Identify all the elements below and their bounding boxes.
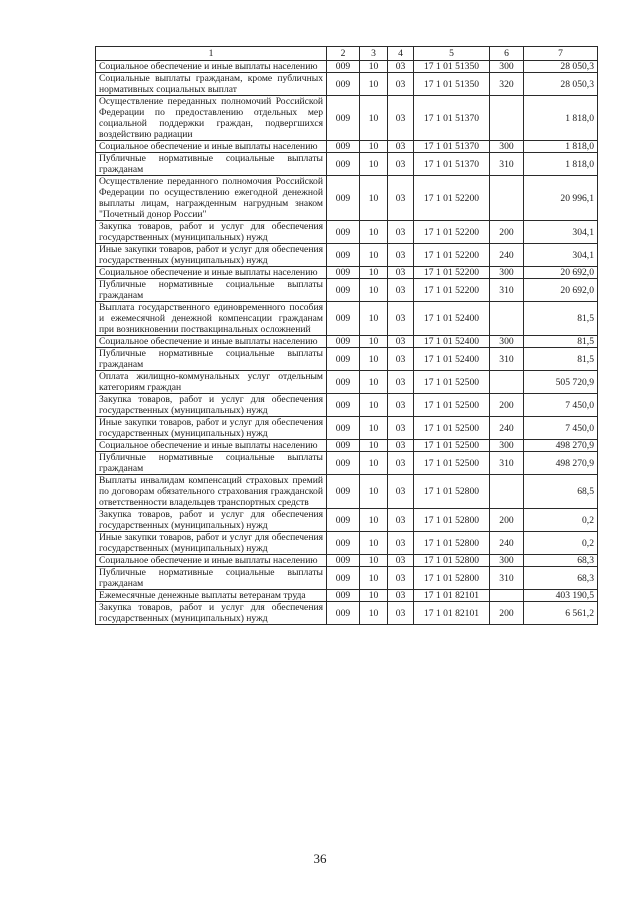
amount-cell: 498 270,9: [524, 452, 598, 475]
expense-type-cell: 310: [490, 452, 524, 475]
amount-cell: 28 050,3: [524, 61, 598, 73]
row-name-cell: Публичные нормативные социальные выплаты гражданам: [96, 279, 327, 302]
amount-cell: 304,1: [524, 221, 598, 244]
expense-type-cell: 300: [490, 61, 524, 73]
ministry-code-cell: 009: [327, 302, 360, 336]
table-row: [96, 348, 598, 371]
section-code-cell: 10: [360, 279, 388, 302]
row-name-cell: Иные закупки товаров, работ и услуг для обеспечения государственных (муниципальных) нужд: [96, 532, 327, 555]
table-row: [96, 532, 598, 555]
ministry-code-cell: 009: [327, 602, 360, 625]
table-row: [96, 567, 598, 590]
row-name-cell: Публичные нормативные социальные выплаты гражданам: [96, 348, 327, 371]
subsection-code-cell: 03: [388, 96, 414, 141]
amount-cell: 28 050,3: [524, 73, 598, 96]
row-name-cell: Иные закупки товаров, работ и услуг для обеспечения государственных (муниципальных) нужд: [96, 244, 327, 267]
table-row: [96, 302, 598, 336]
amount-cell: 68,3: [524, 555, 598, 567]
row-name-cell: Ежемесячные денежные выплаты ветеранам труда: [96, 590, 327, 602]
amount-cell: 81,5: [524, 348, 598, 371]
table-row: [96, 440, 598, 452]
amount-cell: 81,5: [524, 336, 598, 348]
expense-type-cell: 300: [490, 141, 524, 153]
expense-type-cell: 240: [490, 532, 524, 555]
row-name-cell: Социальное обеспечение и иные выплаты населению: [96, 440, 327, 452]
section-code-cell: 10: [360, 555, 388, 567]
row-name-cell: Социальное обеспечение и иные выплаты населению: [96, 555, 327, 567]
target-article-cell: 17 1 01 52200: [414, 221, 490, 244]
section-code-cell: 10: [360, 417, 388, 440]
subsection-code-cell: 03: [388, 590, 414, 602]
subsection-code-cell: 03: [388, 336, 414, 348]
column-header-name: 1: [96, 47, 327, 61]
table-row: [96, 509, 598, 532]
table-row: [96, 96, 598, 141]
ministry-code-cell: 009: [327, 440, 360, 452]
target-article-cell: 17 1 01 52500: [414, 417, 490, 440]
amount-cell: 0,2: [524, 532, 598, 555]
table-row: [96, 244, 598, 267]
section-code-cell: 10: [360, 394, 388, 417]
row-name-cell: Публичные нормативные социальные выплаты гражданам: [96, 153, 327, 176]
amount-cell: 403 190,5: [524, 590, 598, 602]
table-row: [96, 336, 598, 348]
target-article-cell: 17 1 01 51370: [414, 153, 490, 176]
section-code-cell: 10: [360, 96, 388, 141]
section-code-cell: 10: [360, 302, 388, 336]
section-code-cell: 10: [360, 141, 388, 153]
target-article-cell: 17 1 01 52200: [414, 267, 490, 279]
target-article-cell: 17 1 01 52500: [414, 440, 490, 452]
subsection-code-cell: 03: [388, 302, 414, 336]
amount-cell: 81,5: [524, 302, 598, 336]
row-name-cell: Публичные нормативные социальные выплаты гражданам: [96, 567, 327, 590]
table-row: [96, 555, 598, 567]
amount-cell: 68,3: [524, 567, 598, 590]
section-code-cell: 10: [360, 153, 388, 176]
section-code-cell: 10: [360, 221, 388, 244]
amount-cell: 20 692,0: [524, 279, 598, 302]
table-row: [96, 141, 598, 153]
target-article-cell: 17 1 01 52800: [414, 532, 490, 555]
ministry-code-cell: 009: [327, 336, 360, 348]
table-row: [96, 590, 598, 602]
ministry-code-cell: 009: [327, 96, 360, 141]
table-row: [96, 417, 598, 440]
table-row: [96, 153, 598, 176]
row-name-cell: Публичные нормативные социальные выплаты гражданам: [96, 452, 327, 475]
row-name-cell: Социальные выплаты гражданам, кроме публичных нормативных социальных выплат: [96, 73, 327, 96]
target-article-cell: 17 1 01 52800: [414, 475, 490, 509]
subsection-code-cell: 03: [388, 417, 414, 440]
ministry-code-cell: 009: [327, 532, 360, 555]
table-row: [96, 279, 598, 302]
subsection-code-cell: 03: [388, 371, 414, 394]
row-name-cell: Иные закупки товаров, работ и услуг для обеспечения государственных (муниципальных) нужд: [96, 417, 327, 440]
subsection-code-cell: 03: [388, 394, 414, 417]
table-row: [96, 602, 598, 625]
amount-cell: 6 561,2: [524, 602, 598, 625]
ministry-code-cell: 009: [327, 176, 360, 221]
row-name-cell: Закупка товаров, работ и услуг для обеспечения государственных (муниципальных) нужд: [96, 394, 327, 417]
target-article-cell: 17 1 01 51350: [414, 73, 490, 96]
table-row: [96, 475, 598, 509]
column-header-amount: 7: [524, 47, 598, 61]
ministry-code-cell: 009: [327, 452, 360, 475]
row-name-cell: Выплаты инвалидам компенсаций страховых премий по договорам обязательного страхования гражданской ответственности владельцев транспортных средств: [96, 475, 327, 509]
target-article-cell: 17 1 01 82101: [414, 602, 490, 625]
table-row: [96, 267, 598, 279]
subsection-code-cell: 03: [388, 475, 414, 509]
amount-cell: 1 818,0: [524, 153, 598, 176]
subsection-code-cell: 03: [388, 440, 414, 452]
section-code-cell: 10: [360, 590, 388, 602]
ministry-code-cell: 009: [327, 555, 360, 567]
subsection-code-cell: 03: [388, 602, 414, 625]
section-code-cell: 10: [360, 371, 388, 394]
target-article-cell: 17 1 01 51350: [414, 61, 490, 73]
section-code-cell: 10: [360, 475, 388, 509]
ministry-code-cell: 009: [327, 279, 360, 302]
amount-cell: 498 270,9: [524, 440, 598, 452]
column-header-ministry: 2: [327, 47, 360, 61]
section-code-cell: 10: [360, 336, 388, 348]
amount-cell: 7 450,0: [524, 394, 598, 417]
expense-type-cell: 200: [490, 394, 524, 417]
ministry-code-cell: 009: [327, 348, 360, 371]
target-article-cell: 17 1 01 82101: [414, 590, 490, 602]
expense-type-cell: [490, 590, 524, 602]
target-article-cell: 17 1 01 52400: [414, 348, 490, 371]
row-name-cell: Закупка товаров, работ и услуг для обеспечения государственных (муниципальных) нужд: [96, 221, 327, 244]
subsection-code-cell: 03: [388, 61, 414, 73]
ministry-code-cell: 009: [327, 509, 360, 532]
column-header-subsection: 4: [388, 47, 414, 61]
target-article-cell: 17 1 01 52200: [414, 279, 490, 302]
expense-type-cell: 310: [490, 567, 524, 590]
subsection-code-cell: 03: [388, 452, 414, 475]
target-article-cell: 17 1 01 52500: [414, 394, 490, 417]
budget-document-page: [95, 46, 597, 625]
amount-cell: 0,2: [524, 509, 598, 532]
ministry-code-cell: 009: [327, 244, 360, 267]
section-code-cell: 10: [360, 61, 388, 73]
ministry-code-cell: 009: [327, 567, 360, 590]
expense-type-cell: [490, 371, 524, 394]
table-row: [96, 221, 598, 244]
amount-cell: 505 720,9: [524, 371, 598, 394]
subsection-code-cell: 03: [388, 567, 414, 590]
target-article-cell: 17 1 01 52800: [414, 555, 490, 567]
target-article-cell: 17 1 01 52400: [414, 302, 490, 336]
section-code-cell: 10: [360, 602, 388, 625]
amount-cell: 20 996,1: [524, 176, 598, 221]
target-article-cell: 17 1 01 52800: [414, 509, 490, 532]
section-code-cell: 10: [360, 440, 388, 452]
target-article-cell: 17 1 01 51370: [414, 96, 490, 141]
column-header-target-article: 5: [414, 47, 490, 61]
amount-cell: 1 818,0: [524, 96, 598, 141]
expense-type-cell: [490, 176, 524, 221]
ministry-code-cell: 009: [327, 371, 360, 394]
column-header-section: 3: [360, 47, 388, 61]
section-code-cell: 10: [360, 244, 388, 267]
subsection-code-cell: 03: [388, 73, 414, 96]
ministry-code-cell: 009: [327, 73, 360, 96]
table-row: [96, 176, 598, 221]
row-name-cell: Социальное обеспечение и иные выплаты населению: [96, 336, 327, 348]
section-code-cell: 10: [360, 176, 388, 221]
expense-type-cell: 310: [490, 153, 524, 176]
ministry-code-cell: 009: [327, 475, 360, 509]
target-article-cell: 17 1 01 52500: [414, 371, 490, 394]
amount-cell: 68,5: [524, 475, 598, 509]
page-number: 36: [313, 851, 327, 866]
subsection-code-cell: 03: [388, 509, 414, 532]
ministry-code-cell: 009: [327, 590, 360, 602]
table-row: [96, 73, 598, 96]
target-article-cell: 17 1 01 52800: [414, 567, 490, 590]
ministry-code-cell: 009: [327, 221, 360, 244]
section-code-cell: 10: [360, 509, 388, 532]
amount-cell: 7 450,0: [524, 417, 598, 440]
target-article-cell: 17 1 01 51370: [414, 141, 490, 153]
target-article-cell: 17 1 01 52500: [414, 452, 490, 475]
expense-type-cell: 320: [490, 73, 524, 96]
ministry-code-cell: 009: [327, 141, 360, 153]
row-name-cell: Социальное обеспечение и иные выплаты населению: [96, 267, 327, 279]
row-name-cell: Оплата жилищно-коммунальных услуг отдельным категориям граждан: [96, 371, 327, 394]
table-row: [96, 371, 598, 394]
section-code-cell: 10: [360, 452, 388, 475]
ministry-code-cell: 009: [327, 153, 360, 176]
expense-type-cell: 200: [490, 509, 524, 532]
subsection-code-cell: 03: [388, 244, 414, 267]
budget-table: [95, 46, 598, 625]
section-code-cell: 10: [360, 267, 388, 279]
target-article-cell: 17 1 01 52400: [414, 336, 490, 348]
expense-type-cell: 300: [490, 555, 524, 567]
subsection-code-cell: 03: [388, 555, 414, 567]
expense-type-cell: 300: [490, 336, 524, 348]
table-header-row: [96, 47, 598, 61]
ministry-code-cell: 009: [327, 267, 360, 279]
subsection-code-cell: 03: [388, 279, 414, 302]
expense-type-cell: 240: [490, 417, 524, 440]
subsection-code-cell: 03: [388, 153, 414, 176]
row-name-cell: Закупка товаров, работ и услуг для обеспечения государственных (муниципальных) нужд: [96, 509, 327, 532]
ministry-code-cell: 009: [327, 417, 360, 440]
expense-type-cell: 310: [490, 348, 524, 371]
expense-type-cell: [490, 96, 524, 141]
column-header-expense-type: 6: [490, 47, 524, 61]
expense-type-cell: 300: [490, 267, 524, 279]
expense-type-cell: 300: [490, 440, 524, 452]
expense-type-cell: 310: [490, 279, 524, 302]
row-name-cell: Социальное обеспечение и иные выплаты населению: [96, 61, 327, 73]
subsection-code-cell: 03: [388, 141, 414, 153]
expense-type-cell: 240: [490, 244, 524, 267]
expense-type-cell: [490, 302, 524, 336]
ministry-code-cell: 009: [327, 394, 360, 417]
table-row: [96, 452, 598, 475]
amount-cell: 1 818,0: [524, 141, 598, 153]
subsection-code-cell: 03: [388, 221, 414, 244]
expense-type-cell: [490, 475, 524, 509]
subsection-code-cell: 03: [388, 532, 414, 555]
table-row: [96, 61, 598, 73]
row-name-cell: Осуществление переданного полномочия Российской Федерации по осуществлению ежегодной денежной выплаты лицам, награжденным нагрудным знаком "Почетный донор России": [96, 176, 327, 221]
ministry-code-cell: 009: [327, 61, 360, 73]
expense-type-cell: 200: [490, 221, 524, 244]
subsection-code-cell: 03: [388, 267, 414, 279]
table-body: [96, 61, 598, 625]
table-row: [96, 394, 598, 417]
section-code-cell: 10: [360, 532, 388, 555]
row-name-cell: Выплата государственного единовременного пособия и ежемесячной денежной компенсации гражданам при возникновении поствакцинальных осложнений: [96, 302, 327, 336]
row-name-cell: Закупка товаров, работ и услуг для обеспечения государственных (муниципальных) нужд: [96, 602, 327, 625]
section-code-cell: 10: [360, 348, 388, 371]
amount-cell: 304,1: [524, 244, 598, 267]
expense-type-cell: 200: [490, 602, 524, 625]
row-name-cell: Социальное обеспечение и иные выплаты населению: [96, 141, 327, 153]
section-code-cell: 10: [360, 567, 388, 590]
target-article-cell: 17 1 01 52200: [414, 176, 490, 221]
row-name-cell: Осуществление переданных полномочий Российской Федерации по предоставлению отдельных мер социальной поддержки граждан, подвергшихся воздействию радиации: [96, 96, 327, 141]
amount-cell: 20 692,0: [524, 267, 598, 279]
target-article-cell: 17 1 01 52200: [414, 244, 490, 267]
section-code-cell: 10: [360, 73, 388, 96]
subsection-code-cell: 03: [388, 348, 414, 371]
subsection-code-cell: 03: [388, 176, 414, 221]
